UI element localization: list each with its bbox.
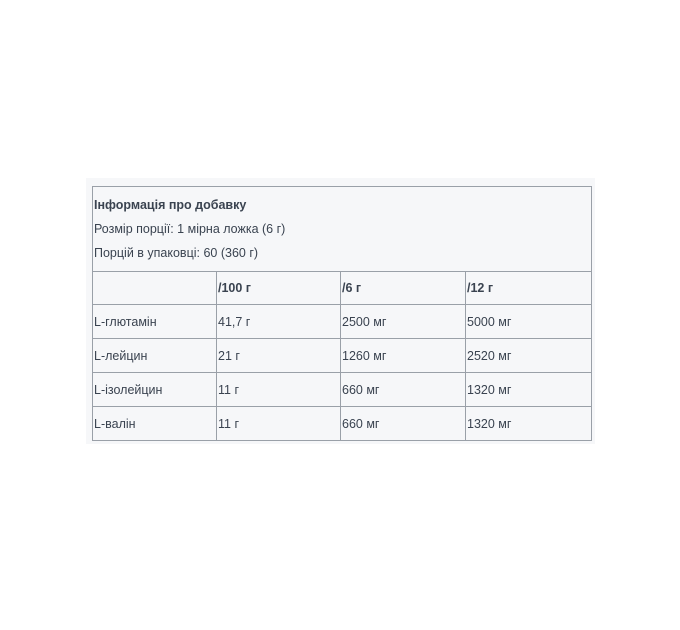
info-row xyxy=(93,187,592,272)
table-row xyxy=(93,373,592,407)
table-row xyxy=(93,305,592,339)
info-cell xyxy=(93,187,592,272)
table-row xyxy=(93,339,592,373)
header-cell-name xyxy=(93,272,217,305)
ingredient-name: L-валін xyxy=(93,407,217,441)
header-cell-per-12g: /12 г xyxy=(466,272,592,305)
serving-size-value: 1 мірна ложка (6 г) xyxy=(177,222,286,236)
serving-size-line xyxy=(93,217,591,241)
table-header-row xyxy=(93,272,592,305)
header-cell-per-100g: /100 г xyxy=(217,272,341,305)
value-per-12g: 1320 мг xyxy=(466,407,592,441)
value-per-6g: 660 мг xyxy=(341,407,466,441)
value-per-100g: 11 г xyxy=(217,373,341,407)
value-per-100g: 41,7 г xyxy=(217,305,341,339)
value-per-12g: 2520 мг xyxy=(466,339,592,373)
supplement-facts-table xyxy=(92,186,592,441)
ingredient-name: L-глютамін xyxy=(93,305,217,339)
value-per-6g: 660 мг xyxy=(341,373,466,407)
servings-line xyxy=(93,241,591,265)
ingredient-name: L-лейцин xyxy=(93,339,217,373)
value-per-100g: 11 г xyxy=(217,407,341,441)
value-per-6g: 1260 мг xyxy=(341,339,466,373)
value-per-12g: 1320 мг xyxy=(466,373,592,407)
value-per-100g: 21 г xyxy=(217,339,341,373)
info-title: Інформація про добавку xyxy=(94,198,247,212)
serving-size-label: Розмір порції: xyxy=(94,222,174,236)
value-per-12g: 5000 мг xyxy=(466,305,592,339)
header-cell-per-6g: /6 г xyxy=(341,272,466,305)
table-row xyxy=(93,407,592,441)
value-per-6g: 2500 мг xyxy=(341,305,466,339)
servings-value: 60 (360 г) xyxy=(203,246,259,260)
ingredient-name: L-ізолейцин xyxy=(93,373,217,407)
servings-label: Порцій в упаковці: xyxy=(94,246,200,260)
